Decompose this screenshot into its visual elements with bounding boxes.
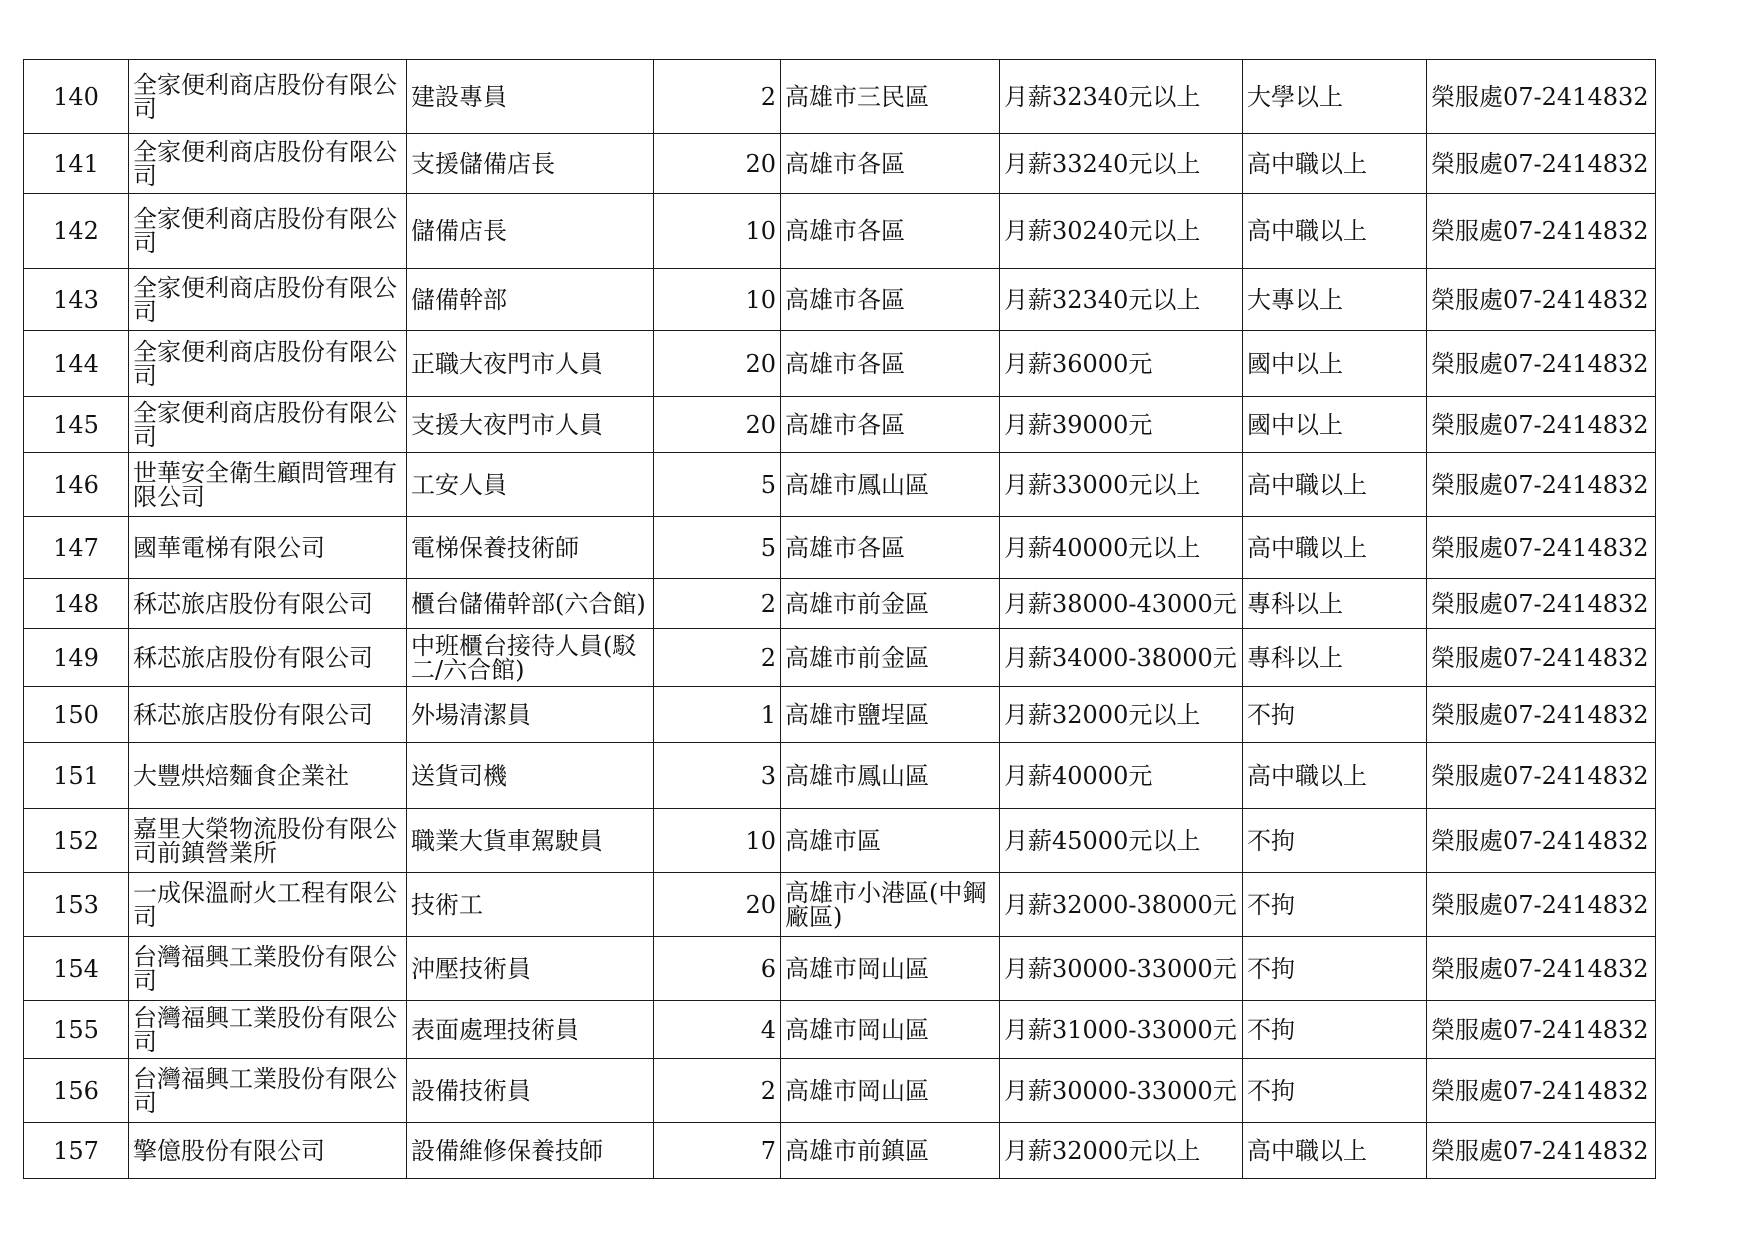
headcount: 20 <box>654 134 781 194</box>
contact: 榮服處07-2414832 <box>1427 1059 1656 1123</box>
work-location: 高雄市各區 <box>781 269 1000 331</box>
job-position: 送貨司機 <box>407 743 654 809</box>
salary: 月薪32340元以上 <box>1000 60 1243 134</box>
work-location: 高雄市前金區 <box>781 629 1000 687</box>
contact: 榮服處07-2414832 <box>1427 269 1656 331</box>
salary: 月薪32000元以上 <box>1000 1123 1243 1179</box>
job-position: 支援儲備店長 <box>407 134 654 194</box>
job-position: 儲備店長 <box>407 194 654 269</box>
company-name: 台灣福興工業股份有限公司 <box>129 937 407 1001</box>
headcount: 2 <box>654 629 781 687</box>
row-number: 142 <box>24 194 129 269</box>
table-row <box>24 134 1656 194</box>
company-name: 世華安全衛生顧問管理有限公司 <box>129 453 407 517</box>
table-row <box>24 331 1656 397</box>
salary: 月薪36000元 <box>1000 331 1243 397</box>
company-name: 全家便利商店股份有限公司 <box>129 269 407 331</box>
education-requirement: 不拘 <box>1243 873 1427 937</box>
company-name: 全家便利商店股份有限公司 <box>129 194 407 269</box>
headcount: 2 <box>654 579 781 629</box>
education-requirement: 高中職以上 <box>1243 194 1427 269</box>
table-row <box>24 1001 1656 1059</box>
contact: 榮服處07-2414832 <box>1427 687 1656 743</box>
company-name: 全家便利商店股份有限公司 <box>129 331 407 397</box>
table-row <box>24 937 1656 1001</box>
headcount: 20 <box>654 873 781 937</box>
salary: 月薪33000元以上 <box>1000 453 1243 517</box>
row-number: 143 <box>24 269 129 331</box>
headcount: 3 <box>654 743 781 809</box>
table-row <box>24 1123 1656 1179</box>
company-name: 秝芯旅店股份有限公司 <box>129 579 407 629</box>
work-location: 高雄市各區 <box>781 397 1000 453</box>
contact: 榮服處07-2414832 <box>1427 937 1656 1001</box>
job-position: 工安人員 <box>407 453 654 517</box>
row-number: 146 <box>24 453 129 517</box>
job-position: 表面處理技術員 <box>407 1001 654 1059</box>
row-number: 148 <box>24 579 129 629</box>
salary: 月薪30000-33000元 <box>1000 937 1243 1001</box>
row-number: 157 <box>24 1123 129 1179</box>
contact: 榮服處07-2414832 <box>1427 453 1656 517</box>
company-name: 全家便利商店股份有限公司 <box>129 397 407 453</box>
contact: 榮服處07-2414832 <box>1427 743 1656 809</box>
job-position: 中班櫃台接待人員(駁二/六合館) <box>407 629 654 687</box>
salary: 月薪30240元以上 <box>1000 194 1243 269</box>
job-position: 沖壓技術員 <box>407 937 654 1001</box>
salary: 月薪40000元 <box>1000 743 1243 809</box>
job-position: 技術工 <box>407 873 654 937</box>
table-row <box>24 194 1656 269</box>
row-number: 153 <box>24 873 129 937</box>
company-name: 嘉里大榮物流股份有限公司前鎮營業所 <box>129 809 407 873</box>
table-row <box>24 873 1656 937</box>
work-location: 高雄市鳳山區 <box>781 743 1000 809</box>
contact: 榮服處07-2414832 <box>1427 517 1656 579</box>
work-location: 高雄市各區 <box>781 134 1000 194</box>
table-row <box>24 1059 1656 1123</box>
job-position: 正職大夜門市人員 <box>407 331 654 397</box>
job-listing-table <box>23 59 1656 1179</box>
job-position: 建設專員 <box>407 60 654 134</box>
work-location: 高雄市鳳山區 <box>781 453 1000 517</box>
education-requirement: 高中職以上 <box>1243 743 1427 809</box>
headcount: 2 <box>654 1059 781 1123</box>
job-position: 儲備幹部 <box>407 269 654 331</box>
work-location: 高雄市鹽埕區 <box>781 687 1000 743</box>
table-row <box>24 809 1656 873</box>
contact: 榮服處07-2414832 <box>1427 134 1656 194</box>
company-name: 台灣福興工業股份有限公司 <box>129 1059 407 1123</box>
table-row <box>24 579 1656 629</box>
work-location: 高雄市岡山區 <box>781 1059 1000 1123</box>
headcount: 4 <box>654 1001 781 1059</box>
headcount: 20 <box>654 331 781 397</box>
headcount: 7 <box>654 1123 781 1179</box>
education-requirement: 大專以上 <box>1243 269 1427 331</box>
row-number: 149 <box>24 629 129 687</box>
contact: 榮服處07-2414832 <box>1427 809 1656 873</box>
contact: 榮服處07-2414832 <box>1427 579 1656 629</box>
salary: 月薪31000-33000元 <box>1000 1001 1243 1059</box>
salary: 月薪32000元以上 <box>1000 687 1243 743</box>
salary: 月薪39000元 <box>1000 397 1243 453</box>
table-row <box>24 397 1656 453</box>
row-number: 151 <box>24 743 129 809</box>
salary: 月薪32340元以上 <box>1000 269 1243 331</box>
work-location: 高雄市前鎮區 <box>781 1123 1000 1179</box>
job-position: 設備技術員 <box>407 1059 654 1123</box>
work-location: 高雄市區 <box>781 809 1000 873</box>
headcount: 20 <box>654 397 781 453</box>
work-location: 高雄市前金區 <box>781 579 1000 629</box>
work-location: 高雄市三民區 <box>781 60 1000 134</box>
row-number: 144 <box>24 331 129 397</box>
contact: 榮服處07-2414832 <box>1427 1123 1656 1179</box>
headcount: 1 <box>654 687 781 743</box>
contact: 榮服處07-2414832 <box>1427 1001 1656 1059</box>
salary: 月薪38000-43000元 <box>1000 579 1243 629</box>
contact: 榮服處07-2414832 <box>1427 60 1656 134</box>
row-number: 156 <box>24 1059 129 1123</box>
table-row <box>24 517 1656 579</box>
table-row <box>24 60 1656 134</box>
education-requirement: 專科以上 <box>1243 629 1427 687</box>
company-name: 大豐烘焙麵食企業社 <box>129 743 407 809</box>
table-row <box>24 629 1656 687</box>
contact: 榮服處07-2414832 <box>1427 397 1656 453</box>
education-requirement: 國中以上 <box>1243 331 1427 397</box>
company-name: 國華電梯有限公司 <box>129 517 407 579</box>
education-requirement: 高中職以上 <box>1243 517 1427 579</box>
company-name: 擎億股份有限公司 <box>129 1123 407 1179</box>
salary: 月薪33240元以上 <box>1000 134 1243 194</box>
education-requirement: 高中職以上 <box>1243 134 1427 194</box>
table-row <box>24 269 1656 331</box>
salary: 月薪34000-38000元 <box>1000 629 1243 687</box>
education-requirement: 不拘 <box>1243 1001 1427 1059</box>
headcount: 10 <box>654 269 781 331</box>
row-number: 145 <box>24 397 129 453</box>
headcount: 2 <box>654 60 781 134</box>
salary: 月薪45000元以上 <box>1000 809 1243 873</box>
contact: 榮服處07-2414832 <box>1427 873 1656 937</box>
education-requirement: 不拘 <box>1243 687 1427 743</box>
contact: 榮服處07-2414832 <box>1427 194 1656 269</box>
table-row <box>24 687 1656 743</box>
row-number: 147 <box>24 517 129 579</box>
headcount: 10 <box>654 809 781 873</box>
table-row <box>24 743 1656 809</box>
company-name: 全家便利商店股份有限公司 <box>129 134 407 194</box>
salary: 月薪40000元以上 <box>1000 517 1243 579</box>
work-location: 高雄市各區 <box>781 331 1000 397</box>
headcount: 10 <box>654 194 781 269</box>
salary: 月薪32000-38000元 <box>1000 873 1243 937</box>
headcount: 5 <box>654 517 781 579</box>
headcount: 5 <box>654 453 781 517</box>
work-location: 高雄市各區 <box>781 194 1000 269</box>
contact: 榮服處07-2414832 <box>1427 331 1656 397</box>
education-requirement: 大學以上 <box>1243 60 1427 134</box>
job-position: 櫃台儲備幹部(六合館) <box>407 579 654 629</box>
company-name: 全家便利商店股份有限公司 <box>129 60 407 134</box>
education-requirement: 不拘 <box>1243 809 1427 873</box>
education-requirement: 高中職以上 <box>1243 453 1427 517</box>
row-number: 141 <box>24 134 129 194</box>
job-position: 支援大夜門市人員 <box>407 397 654 453</box>
education-requirement: 國中以上 <box>1243 397 1427 453</box>
row-number: 150 <box>24 687 129 743</box>
education-requirement: 不拘 <box>1243 1059 1427 1123</box>
table-row <box>24 453 1656 517</box>
row-number: 155 <box>24 1001 129 1059</box>
education-requirement: 高中職以上 <box>1243 1123 1427 1179</box>
salary: 月薪30000-33000元 <box>1000 1059 1243 1123</box>
headcount: 6 <box>654 937 781 1001</box>
row-number: 154 <box>24 937 129 1001</box>
row-number: 152 <box>24 809 129 873</box>
job-position: 職業大貨車駕駛員 <box>407 809 654 873</box>
company-name: 秝芯旅店股份有限公司 <box>129 629 407 687</box>
work-location: 高雄市岡山區 <box>781 1001 1000 1059</box>
company-name: 一成保溫耐火工程有限公司 <box>129 873 407 937</box>
company-name: 台灣福興工業股份有限公司 <box>129 1001 407 1059</box>
contact: 榮服處07-2414832 <box>1427 629 1656 687</box>
company-name: 秝芯旅店股份有限公司 <box>129 687 407 743</box>
work-location: 高雄市小港區(中鋼廠區) <box>781 873 1000 937</box>
education-requirement: 專科以上 <box>1243 579 1427 629</box>
work-location: 高雄市岡山區 <box>781 937 1000 1001</box>
job-position: 電梯保養技術師 <box>407 517 654 579</box>
work-location: 高雄市各區 <box>781 517 1000 579</box>
row-number: 140 <box>24 60 129 134</box>
job-position: 外場清潔員 <box>407 687 654 743</box>
education-requirement: 不拘 <box>1243 937 1427 1001</box>
job-position: 設備維修保養技師 <box>407 1123 654 1179</box>
